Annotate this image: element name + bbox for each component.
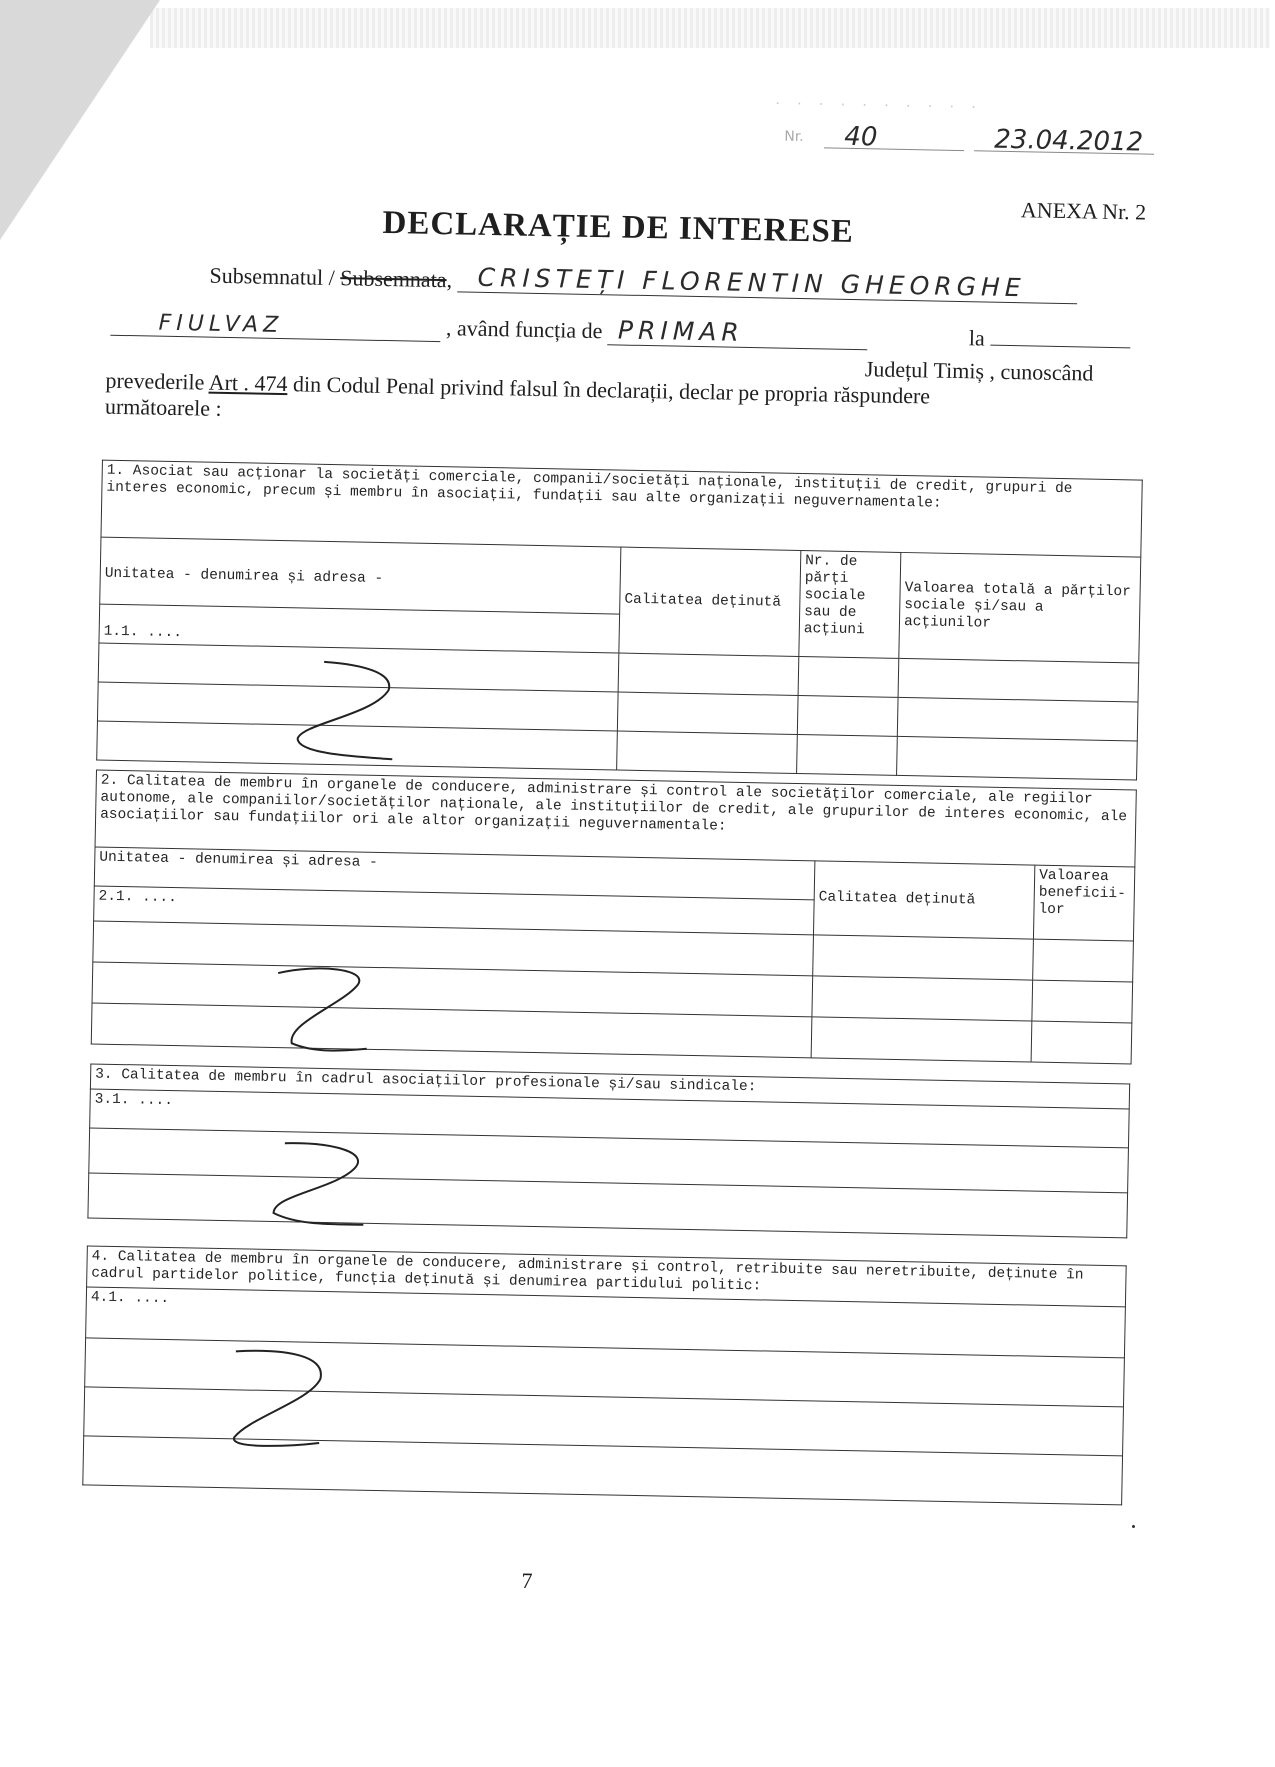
page-number: 7 — [521, 1567, 533, 1594]
document-title: DECLARAȚIE DE INTERESE — [382, 204, 855, 250]
intro-line-4: următoarele : — [104, 393, 222, 421]
function-label: , având funcția de — [445, 315, 603, 344]
intro-line-1 — [209, 260, 1078, 307]
location-field — [110, 309, 440, 342]
declarant-function: PRIMAR — [617, 315, 745, 347]
row-4-1-label: 4.1. .... — [86, 1287, 1126, 1358]
institution-field — [990, 345, 1130, 349]
name-field — [457, 262, 1077, 304]
faded-stamp-mark: · · · · · · · · · · — [774, 94, 983, 116]
function-field — [608, 315, 869, 350]
registration-date: 23.04.2012 — [993, 124, 1144, 158]
section-1-table — [96, 460, 1143, 781]
scan-speck — [1132, 1525, 1135, 1528]
col-shares-header: Nr. de părți sociale sau de acțiuni — [799, 551, 901, 659]
col-unit-header-2: Unitatea - denumirea și adresa - — [94, 847, 815, 900]
void-scribble-4 — [209, 1337, 361, 1460]
section-1 — [96, 460, 1142, 781]
prevederile-label: prevederile — [105, 367, 205, 395]
section-1-heading: 1. Asociat sau acționar la societăți comerciale, companii/societăți naționale, instituții de credit, grupuri de interes economic, precum și membru în asociații, fundații sau alte organizații neguvernamentale: — [101, 460, 1142, 557]
col-benefits-header: Valoarea beneficii-lor — [1033, 865, 1134, 941]
annex-label: ANEXA Nr. 2 — [1020, 197, 1147, 225]
registration-prefix: Nr. — [784, 128, 804, 146]
declarant-location: FIULVAZ — [158, 310, 284, 339]
subsemnatul-label: Subsemnatul / — [209, 262, 336, 291]
section-2 — [91, 770, 1136, 1065]
section-4-heading: 4. Calitatea de membru în organele de conducere, administrare și control, retribuite sau neretribuite, deținute în cadrul partidelor politice, funcția deținută și denumirea partidului politic: — [87, 1246, 1127, 1307]
col-value-header: Valoarea totală a părților sociale și/sau a acțiunilor — [899, 552, 1141, 663]
section-2-heading: 2. Calitatea de membru în organele de conducere, administrare și control ale societăților comerciale, ale regiilor autonome, ale companiilor/societăților naționale, ale instituțiilor de credit, ale grupurilor de interes economic, ale asociațiilor sau fundațiilor ori ale altor organizații neguvernamentale: — [95, 770, 1136, 867]
col-quality-header: Calitatea deținută — [619, 547, 801, 656]
folded-corner — [0, 0, 160, 240]
col-quality-header-2: Calitatea deținută — [813, 861, 1034, 939]
section-2-table — [91, 770, 1137, 1065]
registration-number: 40 — [844, 121, 878, 153]
comma-1: , — [446, 267, 453, 293]
declarant-name: CRISTEȚI FLORENTIN GHEORGHE — [477, 262, 1026, 303]
void-scribble-1 — [272, 653, 414, 766]
legal-text: din Codul Penal privind falsul în declarații, declar pe propria răspundere — [292, 371, 931, 409]
legal-article: Art . 474 — [208, 369, 288, 397]
section-3-heading: 3. Calitatea de membru în cadrul asociațiilor profesionale și/sau sindicale: — [90, 1064, 1129, 1109]
row-3-1-label: 3.1. .... — [90, 1089, 1130, 1148]
intro-line-2 — [110, 306, 1130, 356]
county-text: Județul Timiș , cunoscând — [864, 356, 1094, 386]
subsemnata-struck: Subsemnata — [340, 265, 447, 293]
row-1-1-label: 1.1. .... — [99, 604, 620, 653]
row-2-1-label: 2.1. .... — [94, 886, 815, 935]
col-unit-header: Unitatea - denumirea și adresa - — [100, 537, 621, 614]
void-scribble-3 — [243, 1132, 385, 1235]
void-scribble-2 — [256, 953, 398, 1066]
at-label: la — [968, 325, 985, 351]
